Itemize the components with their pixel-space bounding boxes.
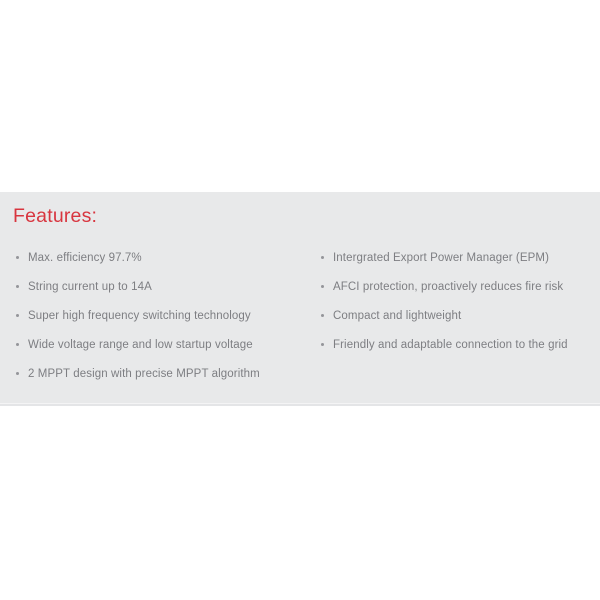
feature-item — [13, 243, 260, 272]
features-column-right — [318, 243, 568, 359]
bullet-icon — [16, 285, 19, 288]
feature-text: String current up to 14A — [28, 280, 152, 293]
bullet-icon — [16, 343, 19, 346]
feature-text: Intergrated Export Power Manager (EPM) — [333, 251, 549, 264]
bullet-icon — [16, 372, 19, 375]
bullet-icon — [321, 256, 324, 259]
features-column-left — [13, 243, 260, 388]
feature-item — [318, 301, 568, 330]
bullet-icon — [321, 343, 324, 346]
panel-bottom-edge-line — [0, 404, 600, 406]
bullet-icon — [321, 314, 324, 317]
feature-item — [318, 272, 568, 301]
feature-item — [318, 243, 568, 272]
bullet-icon — [321, 285, 324, 288]
feature-item — [13, 301, 260, 330]
bullet-icon — [16, 256, 19, 259]
feature-item — [13, 359, 260, 388]
feature-text: Super high frequency switching technology — [28, 309, 251, 322]
feature-item — [13, 330, 260, 359]
feature-text: Compact and lightweight — [333, 309, 462, 322]
feature-item — [13, 272, 260, 301]
feature-text: Max. efficiency 97.7% — [28, 251, 142, 264]
feature-text: 2 MPPT design with precise MPPT algorithm — [28, 367, 260, 380]
feature-text: AFCI protection, proactively reduces fire risk — [333, 280, 564, 293]
feature-text: Friendly and adaptable connection to the grid — [333, 338, 568, 351]
features-panel — [0, 192, 600, 403]
bullet-icon — [16, 314, 19, 317]
features-heading: Features: — [13, 205, 98, 227]
feature-text: Wide voltage range and low startup voltage — [28, 338, 253, 351]
feature-item — [318, 330, 568, 359]
